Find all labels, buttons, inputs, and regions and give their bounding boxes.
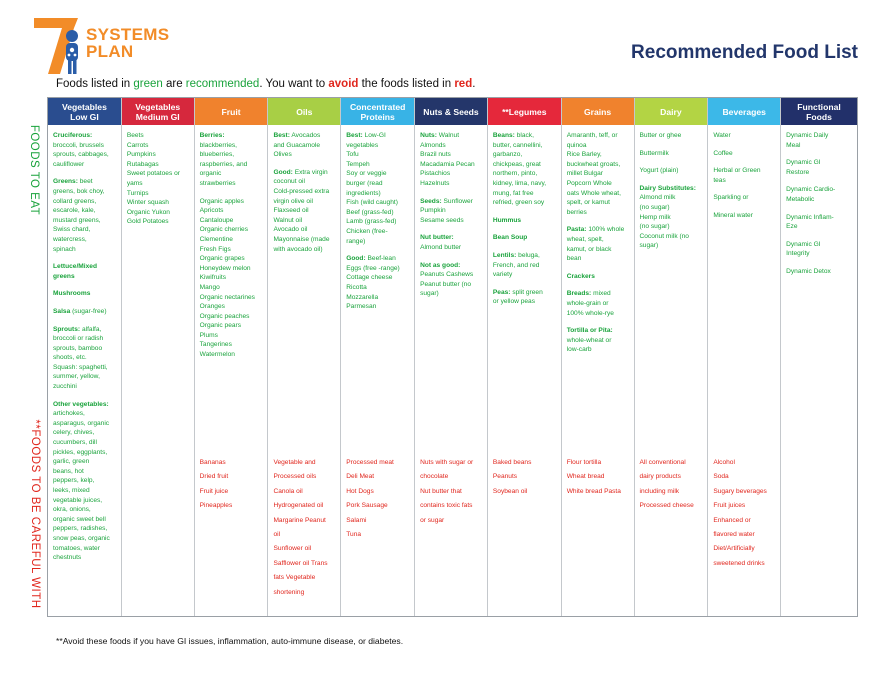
food-item: Sunflower oil [273,545,312,553]
food-item [567,272,631,282]
food-item: Vegetable and [273,459,316,466]
food-item: artichokes, asparagus, organic celery, chives, cucumbers, dill pickles, eggplants, garlic, green beans, hot peppers, kelp, leeks, mixed vegetable juices, okra, onions, organic sweet bell peppers, radishes, snow peas, organic tomatoes, water chestnuts [53,410,110,562]
logo [34,14,170,76]
food-item: Pork Sausage [346,502,388,510]
food-item: Hot Dogs [346,487,374,495]
food-item: Fish (wild caught) [346,199,398,207]
food-item: Dynamic Daily Meal [786,132,829,149]
food-item: dairy products [639,473,681,481]
food-item: Beef (grass-fed) [346,208,394,216]
food-item: Canola oil [273,487,303,495]
food-item: oil [273,531,281,539]
food-item: Dynamic GI Integrity [786,240,821,258]
column-veg-medium [122,98,195,616]
page-title: Recommended Food List [631,42,858,63]
food-item: Soda [713,473,729,481]
food-category-label: Breads: [566,290,592,298]
food-item: Mayonnaise (made with avocado oil) [273,235,330,253]
food-item [53,400,118,410]
food-category-label: Mushrooms [53,290,91,298]
food-item: Dynamic GI Restore [786,159,821,176]
column-header: Vegetables Medium GI [122,98,194,125]
food-item [53,131,118,141]
food-category-label: Best: [273,132,290,139]
food-category-label: Not as good: [420,261,461,269]
foods-to-avoid [640,456,705,514]
food-item-detail: beluga, French, and red variety [492,251,540,279]
column-body [195,125,268,617]
food-item [346,131,411,150]
food-item: Soybean oil [492,487,528,495]
column-header: **Legumes [488,98,561,125]
food-item: Amaranth, teff, or quinoa [566,132,618,149]
food-item-detail: beet greens, bok choy, collard greens, escarole, kale, mustard greens, Swiss chard, watercress, spinach [53,178,105,253]
food-category-label: Lettuce/Mixed greens [53,263,97,280]
food-item: Popcorn Whole oats Whole wheat, spelt, or kamut berries [566,179,621,216]
food-item: flavored water [713,531,755,539]
food-item: Ricotta [346,283,367,291]
food-item: Cantaloupe [199,216,234,224]
food-item: Almond butter [420,243,462,251]
food-item: Watermelon [199,351,235,359]
food-item-detail: Extra virgin coconut oil [273,168,328,186]
food-item: Sesame seeds [420,216,464,224]
column-beverages [708,98,781,616]
food-category-label: Lentils: [492,251,517,259]
column-proteins [341,98,415,616]
subtitle-text: . [472,78,476,90]
food-item: broccoli, brussels sprouts, cabbages, cauliflower [53,141,109,168]
foods-to-avoid [200,456,265,514]
food-item: Avocado oil [273,226,308,234]
column-header: Nuts & Seeds [415,98,487,125]
food-item: Processed cheese [639,502,694,510]
food-item: Fruit juice [199,487,229,495]
food-item: Organic cherries [199,226,248,234]
food-category-label: Beans: [492,132,515,139]
food-item [640,184,705,194]
food-item: Deli Meat [346,473,375,481]
food-item [493,131,558,208]
food-item: Hemp milk (no sugar) [639,213,671,231]
column-functional [781,98,857,616]
food-item: All conventional [639,459,686,466]
column-body [48,125,121,617]
food-item: Bananas [199,459,226,466]
food-item: Processed oils [273,473,317,481]
food-item: Almond milk (no sugar) [639,194,676,211]
food-item: Safflower oil Trans [273,559,328,567]
logo-text [86,26,169,60]
food-category-label: Dairy Substitutes: [639,184,696,192]
food-item [346,254,411,264]
food-item [53,262,118,281]
column-body [415,125,487,617]
food-item: Beets [126,132,144,139]
foods-to-avoid [420,456,484,528]
food-item: Butter or ghee [639,132,682,139]
food-item: Hazelnuts [420,179,450,187]
food-item [493,288,558,307]
food-item-detail: 100% whole wheat, spelt, kamut, or black bean [566,226,625,263]
subtitle-red-word: red [454,78,473,90]
subtitle-recommended-word: recommended [185,78,260,90]
column-header: Fruit [195,98,268,125]
food-item [567,326,631,336]
column-header: Oils [268,98,340,125]
foods-to-be-careful-label: **FOODS TO BE CAREFUL WITH [29,419,41,609]
food-category-label: Tortilla or Pita: [566,327,613,335]
column-header: Vegetables Low GI [48,98,121,125]
food-item-detail: Low-GI vegetables [346,132,386,149]
food-item [420,131,484,141]
food-item: Rutabagas [126,160,159,168]
recommended-foods [567,131,631,355]
food-item: Nut butter that [420,487,462,495]
food-category-label: Bean Soup [492,234,528,242]
food-category-label: Pasta: [566,226,587,234]
subtitle-text: Foods listed in [56,78,134,90]
food-item-detail: Avocados and Guacamole Olives [273,132,321,159]
food-item: Pistachios [420,170,451,178]
column-header: Dairy [635,98,708,125]
food-item: or sugar [420,516,445,524]
recommended-foods [127,131,191,227]
column-body [562,125,634,617]
food-category-label: Good: [273,168,293,176]
food-item-detail: mixed whole-grain or 100% whole-rye [566,290,614,317]
food-item: Soy or veggie burger (read ingredients) [346,170,387,197]
column-header: Concentrated Proteins [341,98,414,125]
subtitle-avoid-word: avoid [328,78,359,90]
food-item: Buttermilk [639,149,669,157]
food-item-detail: (sugar-free) [70,307,107,315]
food-item: blackberries, blueberries, raspberries, and organic strawberries [199,141,248,187]
food-item [567,289,631,318]
food-item: Macadamia Pecan [420,160,475,168]
food-item: Fruit juices [713,502,746,510]
food-item: Peanuts [492,473,518,481]
food-category-label: Salsa [53,307,71,315]
foods-to-avoid [493,456,558,499]
column-body [268,125,340,617]
column-body [341,125,414,617]
column-header: Functional Foods [781,98,857,125]
food-item [493,251,558,280]
food-item: Herbal or Green teas [713,167,761,184]
food-item [53,307,118,317]
food-item: Wheat bread [566,473,605,481]
food-item: Peanut butter (no sugar) [420,280,472,298]
food-item: Yogurt (plain) [639,167,679,175]
food-item: Kiwifruits [199,274,227,282]
food-item: Mango [199,283,220,291]
subtitle-green-word: green [133,78,163,90]
foods-to-eat-label: FOODS TO EAT [28,124,40,216]
food-item: Winter squash [126,199,169,207]
food-item: Lamb (grass-fed) [346,218,397,226]
legend-instructions [56,78,475,90]
column-legumes [488,98,562,616]
recommended-foods [713,131,777,221]
food-item: Squash: spaghetti, summer, yellow, zucchini [53,363,108,391]
food-item: Mozzarella [346,293,379,301]
food-item: Enhanced or [713,516,751,524]
food-item: Margarine Peanut [273,516,326,524]
food-category-label: Nuts: [420,132,437,139]
food-item [273,131,337,160]
recommended-foods [346,131,411,312]
food-item: Sweet potatoes or yams [126,170,180,187]
food-item: Fresh Figs [199,245,231,253]
recommended-foods [420,131,484,299]
subtitle-text: the foods listed in [358,78,455,90]
food-category-label: Cruciferous: [53,132,93,139]
food-item: Baked beans [492,459,532,466]
food-item [493,233,558,243]
food-item: Salami [346,516,367,524]
food-item: Tempeh [346,160,370,168]
food-category-label: Sprouts: [53,325,81,333]
food-item: Dynamic Detox [786,267,831,275]
food-item: Oranges [199,303,225,311]
food-category-label: Other vegetables: [53,400,109,408]
food-item: Chicken (free- range) [346,227,388,245]
food-category-label: Best: [346,132,363,139]
food-item: Eggs (free -range) [346,264,400,272]
food-item: whole-wheat or low-carb [566,336,612,354]
recommended-foods [53,131,118,563]
footnote: **Avoid these foods if you have GI issues, inflammation, auto-immune disease, or diabetes. [56,636,404,646]
column-body [708,125,780,617]
food-item [273,168,337,187]
food-item: sweetened drinks [713,559,765,567]
recommended-foods [493,131,558,307]
foods-to-avoid [273,456,337,600]
food-item-detail: Sunflower [441,197,473,205]
food-item [493,216,558,226]
food-item: Water [713,132,731,139]
recommended-foods [786,131,854,277]
food-item: Turnips [126,189,149,197]
food-item: Brazil nuts [420,151,451,159]
food-item: Cold-pressed extra virgin olive oil [273,187,330,205]
food-item [200,131,265,141]
column-grains [562,98,635,616]
food-item: Hydrogenated oil [273,502,324,510]
food-item-detail: Beef-lean [365,255,396,263]
food-item: Organic pears [199,322,242,330]
food-item: chocolate [420,473,449,481]
food-category-label: Peas: [492,288,511,296]
food-item [420,197,484,207]
food-category-label: Seeds: [420,197,442,205]
food-item: shortening [273,588,305,596]
food-item: White bread Pasta [566,487,621,495]
logo-line-1: SYSTEMS [86,25,170,44]
food-item: contains toxic fats [420,502,473,510]
column-body [488,125,561,617]
food-item: Flaxseed oil [273,207,309,215]
food-table [47,97,858,617]
food-item-detail: Walnut [436,132,460,139]
food-item [53,325,118,363]
food-item: Alcohol [713,459,735,466]
food-item: Coffee [713,149,733,157]
food-item: Mineral water [713,211,753,219]
food-category-label: Berries: [199,132,225,139]
food-item: Organic apples [199,197,244,205]
food-item: Dried fruit [199,473,229,481]
food-item: Flour tortilla [566,459,602,466]
food-item: Apricots [199,207,224,215]
food-item: Nuts with sugar or [420,459,474,466]
food-item [567,225,631,263]
food-item-detail: alfalfa, broccoli or radish sprouts, bamboo shoots, etc. [53,325,104,362]
food-item: Pumpkins [126,151,156,159]
food-item: Dynamic Inflam- Eze [786,213,834,231]
food-item: Sugary beverages [713,487,767,495]
foods-to-avoid [713,456,777,571]
food-item: Plums [199,331,218,339]
food-item: Walnut oil [273,216,303,224]
column-nuts [415,98,488,616]
food-item: Cottage cheese [346,274,393,282]
column-fruit [195,98,269,616]
food-item: Peanuts Cashews [420,271,474,279]
food-item: Pineapples [199,502,233,510]
food-item: Dynamic Cardio- Metabolic [786,186,836,203]
food-category-label: Hummus [492,216,522,224]
food-item: Organic grapes [199,255,245,263]
food-item: Organic nectarines [199,293,255,301]
food-item-detail: split green or yellow peas [492,288,543,306]
food-item: Coconut milk (no sugar) [639,232,689,250]
food-item: Organic Yukon Gold Potatoes [126,208,170,226]
column-body [781,125,857,617]
food-item: including milk [639,487,680,495]
column-header: Beverages [708,98,780,125]
logo-line-2: PLAN [86,42,134,61]
column-dairy [635,98,709,616]
food-item [420,233,484,243]
subtitle-text: . You want to [259,78,329,90]
column-body [635,125,708,617]
food-item: Almonds [420,141,446,149]
food-item: Tangerines [199,341,232,349]
food-category-label: Crackers [566,272,595,280]
food-item: Organic peaches [199,312,250,320]
food-item: Clementine [199,235,233,243]
food-category-label: Nut butter: [420,234,454,242]
recommended-foods [640,131,705,251]
subtitle-text: are [162,78,186,90]
food-item: Tuna [346,531,362,539]
food-item: Honeydew melon [199,264,251,272]
column-veg-low [48,98,122,616]
food-item: Sparkling or [713,194,749,202]
recommended-foods [273,131,337,254]
food-item-detail: black, butter, cannellini, garbanzo, chickpeas, great northern, pinto, kidney, lima, navy, mung, fat free refried, green soy [492,132,547,207]
food-item: Tofu [346,151,359,159]
food-item [420,261,484,271]
food-item [53,289,118,299]
column-body [122,125,194,617]
foods-to-avoid [346,456,411,542]
recommended-foods [200,131,265,360]
food-item: Carrots [126,141,149,149]
food-item: Parmesan [346,303,377,311]
food-item: Pumpkin [420,207,446,215]
column-oils [268,98,341,616]
food-item: fats Vegetable [273,574,316,582]
food-item: Diet/Artificially [713,545,755,553]
food-category-label: Greens: [53,178,78,186]
foods-to-avoid [567,456,631,499]
food-item [53,177,118,254]
food-item: Processed meat [346,459,394,466]
food-item: Rice Barley, buckwheat groats, millet Bulgar [566,151,621,178]
food-category-label: Good: [346,255,366,263]
column-header: Grains [562,98,634,125]
